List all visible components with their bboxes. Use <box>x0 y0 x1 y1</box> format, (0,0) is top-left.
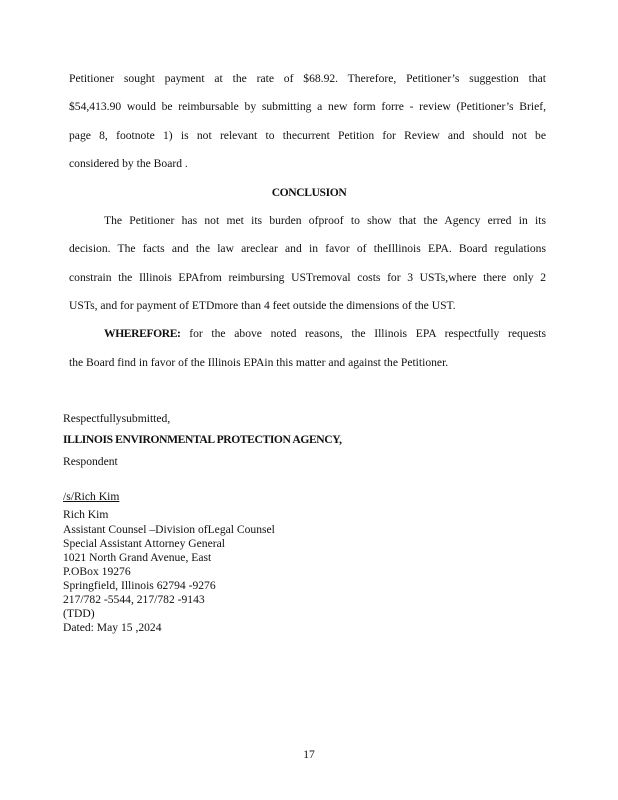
closing: Respectfullysubmitted, <box>63 412 171 425</box>
paragraph-1-line-1: Petitioner sought payment at the rate of $68.92. Therefore, Petitioner’s suggestion that <box>69 72 546 85</box>
paragraph-3-line-2: the Board find in favor of the Illinois EPAin this matter and against the Petitioner. <box>69 356 449 369</box>
signer-name: Rich Kim <box>63 508 109 521</box>
signer-title-2: Special Assistant Attorney General <box>63 537 225 550</box>
conclusion-heading: CONCLUSION <box>271 186 347 199</box>
electronic-signature: /s/Rich Kim <box>63 490 120 503</box>
phone-numbers: 217/782 -5544, 217/782 -9143 <box>63 593 205 606</box>
page-number: 17 <box>303 748 315 761</box>
date-line: Dated: May 15 ,2024 <box>63 621 162 634</box>
paragraph-3-line-1-text: for the above noted reasons, the Illinois EPA respectfully requests <box>189 327 546 340</box>
paragraph-2-line-3: constrain the Illinois EPAfrom reimbursing USTremoval costs for 3 USTs,where there only 2 <box>69 271 546 284</box>
paragraph-1-line-2: $54,413.90 would be reimbursable by submitting a new form forre - review (Petitioner’s Brief, <box>69 100 546 113</box>
paragraph-2-line-2: decision. The facts and the law areclear and in favor of theIllinois EPA. Board regulations <box>69 242 546 255</box>
paragraph-1-line-3: page 8, footnote 1) is not relevant to thecurrent Petition for Review and should not be <box>69 129 546 142</box>
paragraph-3-line-1 <box>104 327 546 341</box>
address-line-3: Springfield, Illinois 62794 -9276 <box>63 579 216 592</box>
paragraph-1-line-4: considered by the Board . <box>69 157 188 170</box>
paragraph-2-line-4: USTs, and for payment of ETDmore than 4 feet outside the dimensions of the UST. <box>69 299 456 312</box>
respondent-role: Respondent <box>63 455 118 468</box>
tdd-label: (TDD) <box>63 607 95 620</box>
signer-title-1: Assistant Counsel –Division ofLegal Counsel <box>63 523 275 536</box>
agency-name: ILLINOIS ENVIRONMENTAL PROTECTION AGENCY, <box>63 433 342 446</box>
address-line-2: P.OBox 19276 <box>63 565 131 578</box>
address-line-1: 1021 North Grand Avenue, East <box>63 551 212 564</box>
wherefore-lead-in: WHEREFORE: <box>104 327 181 340</box>
paragraph-2-line-1: The Petitioner has not met its burden ofproof to show that the Agency erred in its <box>104 214 546 227</box>
